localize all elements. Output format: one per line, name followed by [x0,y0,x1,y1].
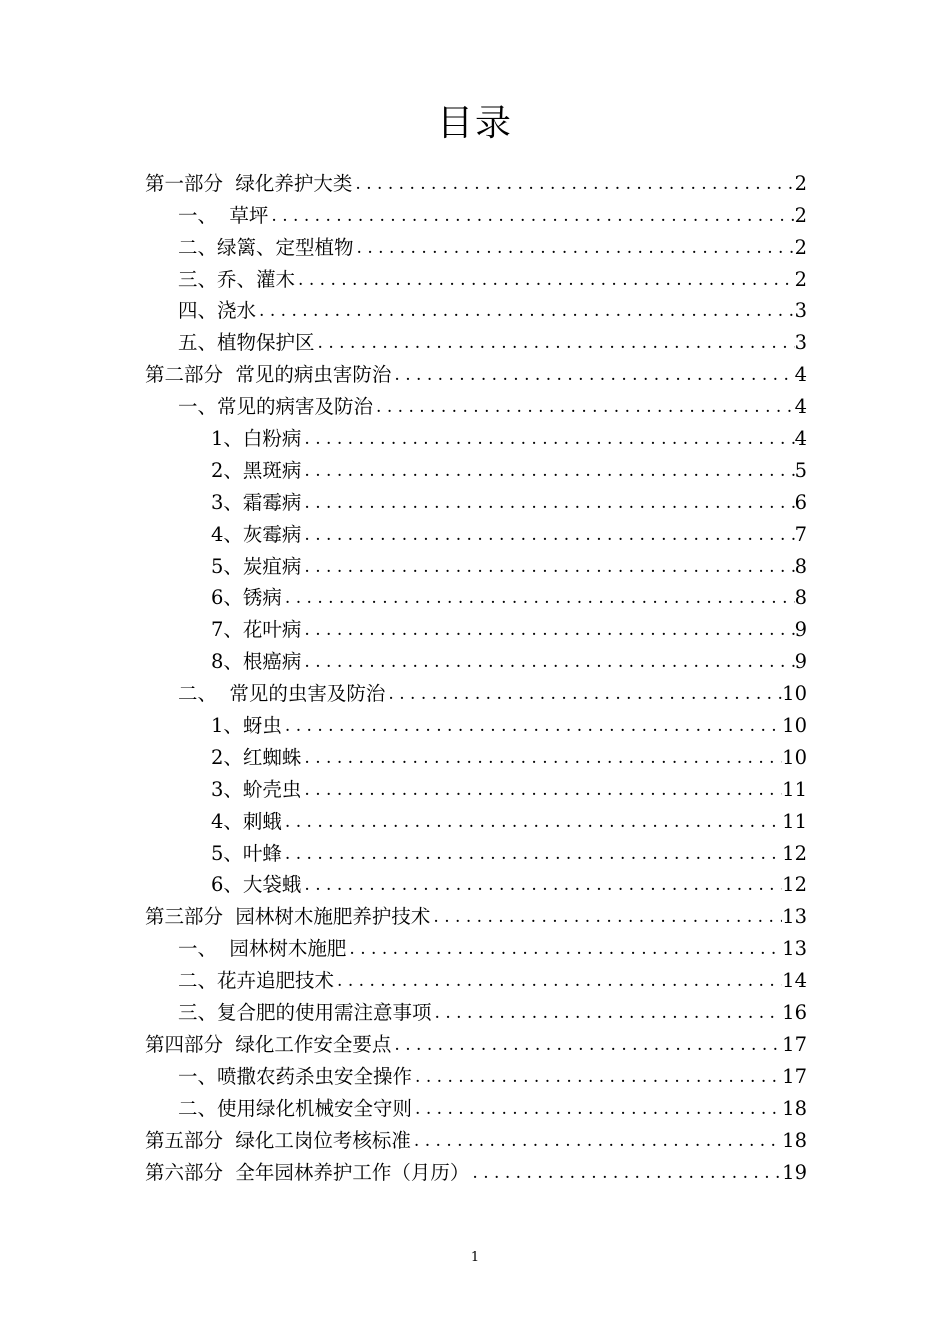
toc-entry-page: 2 [794,235,807,259]
toc-entry-label: 8、根癌病 [211,650,302,674]
toc-leader-dots [301,650,794,674]
toc-entry-label: 第六部分 全年园林养护工作（月历） [145,1160,470,1184]
toc-entry-label: 1、白粉病 [211,427,302,451]
toc-entry-page: 19 [782,1160,807,1184]
toc-entry-page: 17 [782,1032,807,1056]
toc-leader-dots [301,427,794,451]
toc-entry-page: 6 [794,490,807,514]
toc-entry-label: 7、花叶病 [211,618,302,642]
toc-leader-dots [315,331,795,355]
toc-entry-label: 二、绿篱、定型植物 [178,235,354,259]
toc-entry[interactable] [145,1153,807,1185]
toc-leader-dots [301,459,794,483]
toc-leader-dots [282,586,795,610]
toc-entry[interactable] [145,323,807,355]
toc-leader-dots [469,1161,782,1185]
toc-entry-page: 18 [782,1128,807,1152]
toc-entry[interactable] [145,1121,807,1153]
toc-entry-label: 第二部分 常见的病虫害防治 [145,363,392,387]
toc-entry[interactable] [145,387,807,419]
toc-entry-label: 第四部分 绿化工作安全要点 [145,1032,392,1056]
toc-entry[interactable] [145,196,807,228]
toc-leader-dots [373,395,795,419]
toc-entry-page: 5 [794,458,807,482]
toc-entry[interactable] [145,547,807,579]
toc-entry-label: 4、刺蛾 [211,809,282,833]
toc-entry-label: 三、复合肥的使用需注意事项 [178,1001,432,1025]
toc-entry-page: 17 [782,1064,807,1088]
toc-entry-page: 13 [782,905,807,929]
toc-entry-label: 6、锈病 [211,586,282,610]
toc-leader-dots [411,1129,782,1153]
toc-entry-label: 二、花卉追肥技术 [178,969,335,993]
toc-entry-page: 3 [794,299,807,323]
toc-leader-dots [301,778,782,802]
toc-entry-page: 18 [782,1096,807,1120]
toc-leader-dots [301,873,782,897]
toc-entry-page: 8 [794,586,807,610]
toc-entry-label: 3、霜霉病 [211,490,302,514]
toc-leader-dots [385,682,782,706]
toc-entry-page: 4 [794,427,807,451]
toc-entry[interactable] [145,674,807,706]
page-number: 1 [470,1250,480,1265]
toc-entry-page: 12 [782,841,807,865]
toc-entry-label: 第五部分 绿化工岗位考核标准 [145,1128,411,1152]
toc-entry[interactable] [145,164,807,196]
toc-entry[interactable] [145,993,807,1025]
toc-entry[interactable] [145,961,807,993]
toc-entry[interactable] [145,610,807,642]
toc-entry-page: 4 [794,395,807,419]
toc-entry-page: 9 [794,618,807,642]
toc-entry-label: 五、植物保护区 [178,331,315,355]
toc-leader-dots [391,363,794,387]
toc-leader-dots [282,842,782,866]
table-of-contents [145,164,807,1185]
toc-entry-page: 10 [782,745,807,769]
toc-entry-page: 13 [782,937,807,961]
toc-entry[interactable] [145,642,807,674]
toc-entry-label: 2、黑斑病 [211,458,302,482]
toc-entry[interactable] [145,579,807,611]
toc-leader-dots [352,172,794,196]
toc-leader-dots [301,618,794,642]
toc-entry-page: 8 [794,554,807,578]
toc-entry[interactable] [145,292,807,324]
toc-entry[interactable] [145,1025,807,1057]
toc-leader-dots [430,905,782,929]
toc-entry-label: 一、喷撒农药杀虫安全操作 [178,1064,413,1088]
toc-entry-page: 10 [782,682,807,706]
toc-entry[interactable] [145,802,807,834]
toc-leader-dots [282,810,782,834]
toc-leader-dots [282,714,782,738]
toc-entry-page: 14 [782,969,807,993]
toc-entry[interactable] [145,451,807,483]
toc-entry[interactable] [145,866,807,898]
toc-entry-page: 2 [794,267,807,291]
toc-entry-page: 16 [782,1001,807,1025]
toc-entry-label: 一、常见的病害及防治 [178,395,374,419]
toc-entry[interactable] [145,929,807,961]
toc-entry-page: 4 [794,363,807,387]
toc-entry[interactable] [145,1089,807,1121]
toc-leader-dots [412,1065,782,1089]
toc-entry[interactable] [145,897,807,929]
toc-entry-page: 12 [782,873,807,897]
toc-entry-page: 11 [782,809,807,833]
toc-leader-dots [354,236,795,260]
toc-entry[interactable] [145,419,807,451]
toc-leader-dots [268,204,794,228]
toc-entry-page: 3 [794,331,807,355]
toc-leader-dots [412,1097,782,1121]
toc-entry-label: 一、 园林树木施肥 [178,937,347,961]
toc-leader-dots [301,523,794,547]
toc-entry[interactable] [145,355,807,387]
toc-leader-dots [301,746,782,770]
toc-leader-dots [256,299,795,323]
toc-entry-page: 10 [782,714,807,738]
toc-entry-label: 2、红蜘蛛 [211,745,302,769]
toc-entry[interactable] [145,260,807,292]
toc-leader-dots [391,1033,782,1057]
toc-entry-page: 2 [794,203,807,227]
toc-entry-label: 二、 常见的虫害及防治 [178,682,386,706]
toc-title: 目录 [436,103,513,144]
toc-entry[interactable] [145,706,807,738]
toc-leader-dots [301,491,794,515]
toc-entry[interactable] [145,738,807,770]
toc-entry[interactable] [145,1057,807,1089]
toc-entry[interactable] [145,770,807,802]
toc-entry-label: 第三部分 园林树木施肥养护技术 [145,905,431,929]
toc-entry-label: 四、浇水 [178,299,257,323]
toc-leader-dots [334,969,782,993]
toc-entry[interactable] [145,483,807,515]
toc-entry-label: 第一部分 绿化养护大类 [145,171,353,195]
toc-entry-page: 2 [794,171,807,195]
toc-entry-label: 5、叶蜂 [211,841,282,865]
toc-entry-label: 5、炭疽病 [211,554,302,578]
toc-leader-dots [432,1001,783,1025]
toc-entry-label: 3、蚧壳虫 [211,777,302,801]
toc-entry[interactable] [145,834,807,866]
toc-entry-label: 二、使用绿化机械安全守则 [178,1096,413,1120]
toc-entry[interactable] [145,515,807,547]
toc-entry-label: 6、大袋蛾 [211,873,302,897]
toc-leader-dots [346,937,782,961]
toc-leader-dots [301,555,794,579]
toc-entry-label: 三、乔、灌木 [178,267,296,291]
toc-entry-label: 1、蚜虫 [211,714,282,738]
toc-entry-page: 9 [794,650,807,674]
toc-entry-label: 4、灰霉病 [211,522,302,546]
toc-entry[interactable] [145,228,807,260]
toc-entry-page: 7 [794,522,807,546]
toc-entry-page: 11 [782,777,807,801]
toc-entry-label: 一、 草坪 [178,203,269,227]
toc-leader-dots [295,268,795,292]
